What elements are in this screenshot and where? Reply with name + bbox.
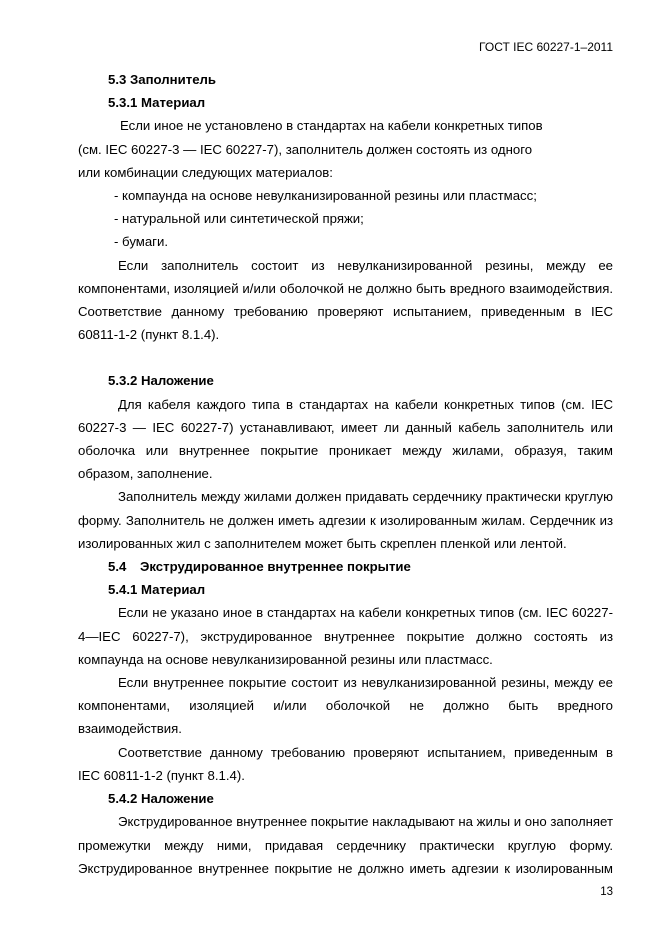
paragraph-line: Для кабеля каждого типа в стандартах на кабели конкретных типов (см. IEC [118, 396, 613, 412]
document-body [78, 68, 613, 880]
paragraph-line: Если не указано иное в стандартах на кабели конкретных типов (см. IEC 60227- [118, 605, 613, 621]
section-heading-5-3: 5.3 Заполнитель [108, 72, 217, 87]
list-item: - компаунда на основе невулканизированной резины или пластмасс; [114, 188, 537, 204]
paragraph-line: или комбинации следующих материалов: [78, 164, 333, 180]
paragraph-line: компонентами, изоляцией и/или оболочкой не должно быть вредного [78, 698, 613, 714]
paragraph-line: образом, заполнение. [78, 466, 213, 482]
list-item: - бумаги. [114, 234, 169, 250]
paragraph-line: изолированных жил с заполнителем может быть скреплен пленкой или лентой. [78, 535, 567, 551]
paragraph-line: форму. Заполнитель не должен иметь адгезии к изолированным жилам. Сердечник из [78, 512, 613, 528]
subsection-heading-5-4-2: 5.4.2 Наложение [108, 791, 214, 807]
paragraph-line: IEC 60811-1-2 (пункт 8.1.4). [78, 767, 245, 783]
subsection-heading-5-3-2: 5.3.2 Наложение [108, 373, 214, 389]
paragraph-line: Соответствие данному требованию проверяют испытанием, приведенным в [118, 744, 613, 760]
subsection-heading-5-3-1: 5.3.1 Материал [108, 95, 206, 111]
standard-header: ГОСТ IEC 60227-1–2011 [479, 40, 613, 54]
paragraph-line: Соответствие данному требованию проверяют испытанием, приведенным в IEC [78, 304, 613, 320]
paragraph-line: (см. IEC 60227-3 — IEC 60227-7), заполнитель должен состоять из одного [78, 141, 533, 157]
paragraph-line: 60811-1-2 (пункт 8.1.4). [78, 327, 220, 343]
paragraph-line: компонентами, изоляцией и/или оболочкой не должно быть вредного взаимодействия. [78, 280, 613, 296]
section-number: 5.4 [108, 559, 127, 575]
paragraph-line: промежутки между ними, придавая сердечнику практически круглую форму. [78, 837, 613, 853]
paragraph-line: Если внутреннее покрытие состоит из невулканизированной резины, между ее [118, 675, 613, 691]
paragraph-line: Если иное не установлено в стандартах на кабели конкретных типов [120, 118, 543, 134]
paragraph-line: 60227-3 — IEC 60227-7) устанавливают, имеет ли данный кабель заполнитель или [78, 419, 613, 435]
section-title: Экструдированное внутреннее покрытие [140, 559, 411, 575]
paragraph-line: Если заполнитель состоит из невулканизированной резины, между ее [118, 257, 613, 273]
page-number: 13 [600, 886, 613, 898]
section-heading-5-4 [78, 555, 613, 578]
subsection-heading-5-4-1: 5.4.1 Материал [108, 582, 206, 598]
paragraph-line: Экструдированное внутреннее покрытие накладывают на жилы и оно заполняет [118, 814, 613, 830]
paragraph-line: оболочка или внутреннее покрытие проникает между жилами, образуя, таким [78, 443, 613, 459]
paragraph-line: Заполнитель между жилами должен придавать сердечнику практически круглую [118, 489, 613, 505]
paragraph-line: Экструдированное внутреннее покрытие не должно иметь адгезии к изолированным [78, 860, 613, 876]
paragraph-line: взаимодействия. [78, 721, 182, 737]
spacer [78, 346, 613, 369]
paragraph-line: компаунда на основе невулканизированной резины или пластмасс. [78, 651, 493, 667]
paragraph-line: 4—IEC 60227-7), экструдированное внутреннее покрытие должно состоять из [78, 628, 613, 644]
list-item: - натуральной или синтетической пряжи; [114, 211, 364, 227]
